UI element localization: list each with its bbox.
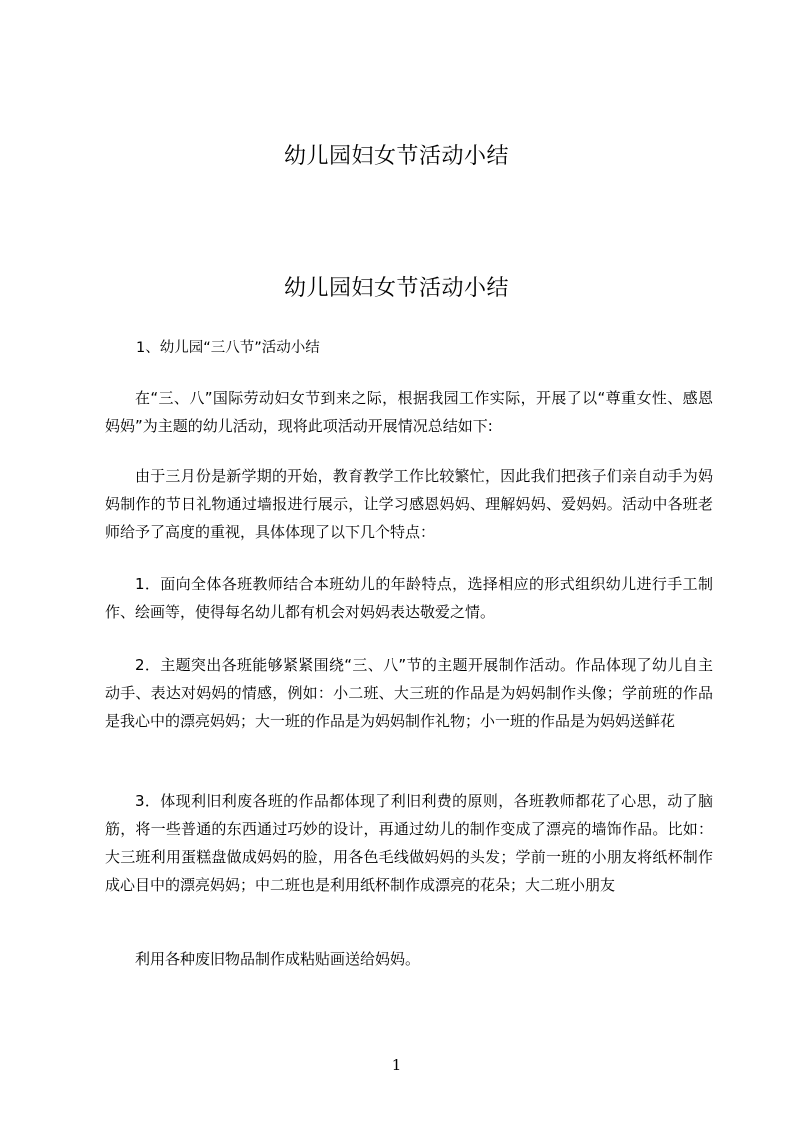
header-title: 幼儿园妇女节活动小结 — [283, 144, 509, 169]
paragraph-background: 由于三月份是新学期的开始，教育教学工作比较繁忙，因此我们把孩子们亲自动手为妈妈制作的节日礼物通过墙报进行展示，让学习感恩妈妈、理解妈妈、爱妈妈。活动中各班老师给予了高度的重视，具体体现了以下几个特点： — [105, 467, 713, 541]
paragraph-point-1: 1．面向全体各班教师结合本班幼儿的年龄特点，选择相应的形式组织幼儿进行手工制作、绘画等，使得每名幼儿都有机会对妈妈表达敬爱之情。 — [105, 575, 713, 621]
paragraph-point-3: 3．体现利旧利废各班的作品都体现了利旧利费的原则，各班教师都花了心思，动了脑筋，将一些普通的东西通过巧妙的设计，再通过幼儿的制作变成了漂亮的墙饰作品。比如：大三班利用蛋糕盘做成妈妈的脸，用各色毛线做妈妈的头发；学前一班的小朋友将纸杯制作成心目中的漂亮妈妈；中二班也是利用纸杯制作成漂亮的花朵；大二班小朋友 — [105, 792, 713, 894]
main-title: 幼儿园妇女节活动小结 — [283, 276, 509, 301]
paragraph-point-2: 2．主题突出各班能够紧紧围绕“三、八”节的主题开展制作活动。作品体现了幼儿自主动手、表达对妈妈的情感，例如：小二班、大三班的作品是为妈妈制作头像；学前班的作品是我心中的漂亮妈妈；大一班的作品是为妈妈制作礼物；小一班的作品是为妈妈送鲜花 — [105, 656, 713, 730]
page-number: 1 — [391, 1056, 402, 1074]
section-heading: 1、幼儿园“三八节”活动小结 — [136, 340, 320, 356]
paragraph-intro: 在“三、八”国际劳动妇女节到来之际，根据我园工作实际，开展了以“尊重女性、感恩妈妈”为主题的幼儿活动，现将此项活动开展情况总结如下: — [105, 389, 713, 435]
paragraph-closing: 利用各种废旧物品制作成粘贴画送给妈妈。 — [135, 950, 421, 968]
